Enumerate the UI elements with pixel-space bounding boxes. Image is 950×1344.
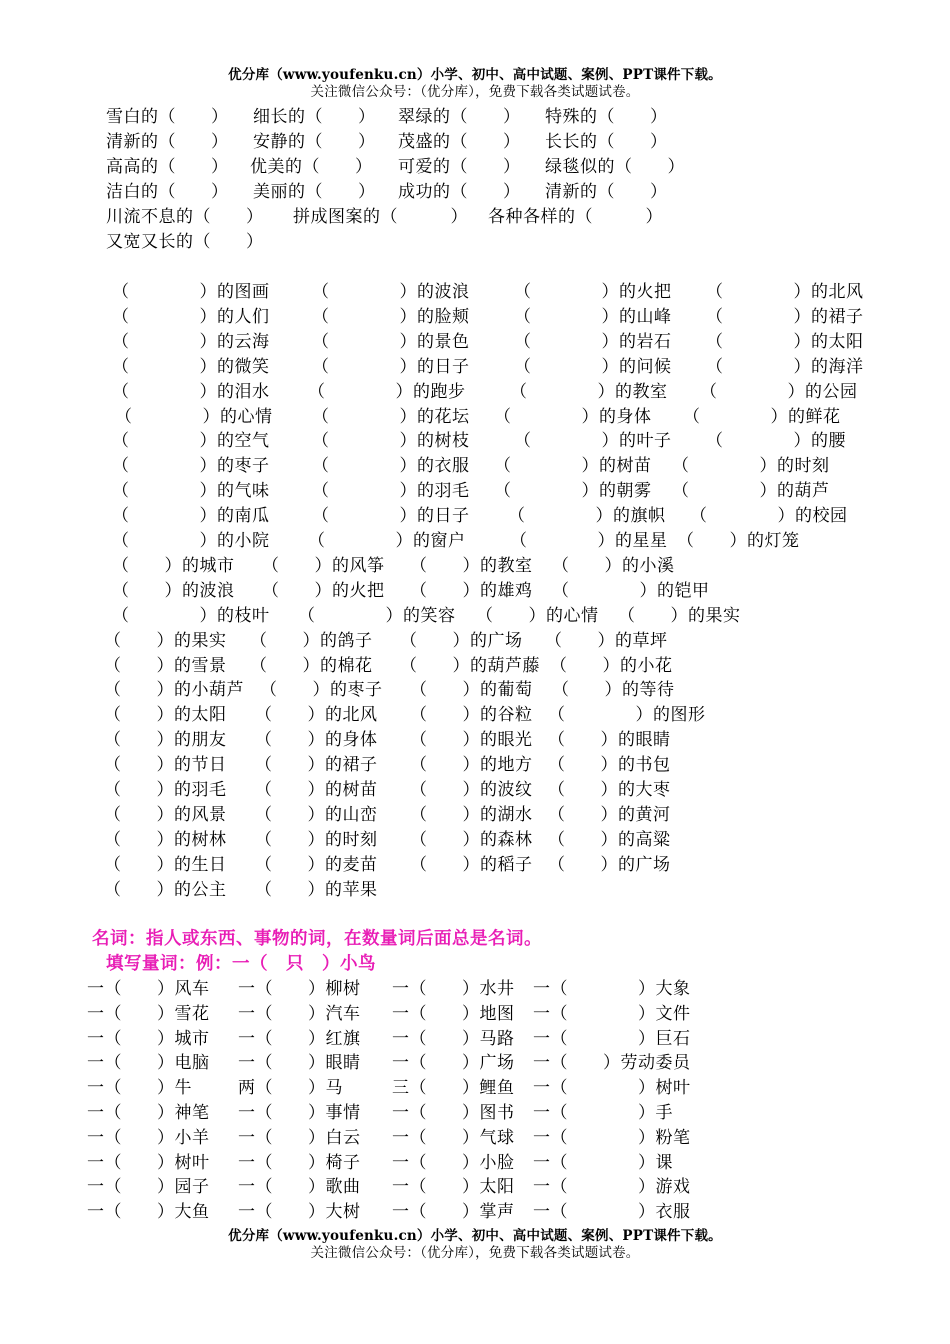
fill-blank-item: （ ）的时刻 <box>255 829 378 850</box>
fill-blank-item: 茂盛的（ ） <box>398 132 521 152</box>
fill-blank-item: 一（ ）水井 <box>392 979 515 999</box>
fill-blank-item: 一（ ）气球 <box>392 1127 515 1148</box>
fill-blank-item: 一（ ）白云 <box>238 1127 361 1148</box>
fill-blank-item: （ ）的云海 <box>112 331 270 352</box>
fill-blank-item: （ ）的稻子 <box>410 854 533 875</box>
fill-blank-item: （ ）的脸颊 <box>312 306 470 327</box>
fill-blank-item: 特殊的（ ） <box>545 107 668 127</box>
fill-blank-item: （ ）的树苗 <box>255 780 378 800</box>
fill-blank-item: （ ）的岩石 <box>514 331 672 352</box>
fill-blank-item: （ ）的铠甲 <box>552 580 710 601</box>
fill-blank-item: （ ）的日子 <box>312 356 470 377</box>
fill-blank-item: （ ）的眼光 <box>410 730 533 751</box>
fill-blank-item: （ ）的果实 <box>104 630 227 651</box>
fill-blank-item: （ ）的鲜花 <box>683 406 841 427</box>
fill-blank-item: （ ）的小花 <box>550 655 673 676</box>
header-line-2: 关注微信公众号：（优分库），免费下载各类试题试卷。 <box>310 84 640 100</box>
fill-blank-item: （ ）的枣子 <box>112 456 270 477</box>
fill-blank-item: 清新的（ ） <box>545 182 668 202</box>
fill-blank-item: （ ）的羽毛 <box>312 481 470 502</box>
fill-blank-item: （ ）的微笑 <box>112 356 270 377</box>
fill-blank-item: （ ）的心情 <box>115 406 273 427</box>
fill-blank-item: （ ）的裙子 <box>255 755 378 776</box>
fill-blank-item: （ ）的谷粒 <box>410 705 533 726</box>
fill-blank-item: （ ）的地方 <box>410 755 533 776</box>
fill-blank-item: （ ）的公主 <box>104 879 227 900</box>
fill-blank-item: 一（ ）广场 <box>392 1053 515 1074</box>
fill-blank-item: 一（ ）图书 <box>392 1103 515 1123</box>
fill-blank-item: （ ）的南瓜 <box>112 506 270 527</box>
fill-blank-item: （ ）的广场 <box>548 854 671 875</box>
fill-blank-item: （ ）的日子 <box>312 506 470 527</box>
fill-blank-item: （ ）的身体 <box>494 406 652 427</box>
fill-blank-item: （ ）的笑容 <box>298 605 456 626</box>
fill-blank-item: （ ）的广场 <box>400 630 523 651</box>
fill-blank-item: （ ）的树枝 <box>312 431 470 452</box>
fill-blank-item: （ ）的树林 <box>104 829 227 850</box>
fill-blank-item: （ ）的湖水 <box>410 804 533 825</box>
fill-blank-item: （ ）的雪景 <box>104 655 227 676</box>
fill-blank-item: 一（ ）衣服 <box>533 1202 691 1223</box>
fill-blank-item: 细长的（ ） <box>253 107 376 127</box>
fill-blank-item: （ ）的气味 <box>112 481 270 502</box>
fill-blank-item: （ ）的雄鸡 <box>410 580 533 601</box>
fill-blank-item: （ ）的北风 <box>706 282 864 302</box>
fill-blank-item: 一（ ）小脸 <box>392 1152 515 1173</box>
fill-blank-item: （ ）的时刻 <box>672 456 830 477</box>
fill-blank-item: （ ）的海洋 <box>706 356 864 377</box>
fill-blank-item: （ ）的太阳 <box>104 705 227 726</box>
fill-blank-item: 一（ ）红旗 <box>238 1028 361 1049</box>
fill-blank-item: （ ）的心情 <box>476 605 599 626</box>
fill-blank-item: （ ）的泪水 <box>112 381 270 402</box>
fill-blank-item: （ ）的空气 <box>112 431 270 452</box>
fill-blank-item: （ ）的风景 <box>104 804 227 825</box>
fill-blank-item: （ ）的鸽子 <box>250 630 373 651</box>
fill-blank-item: （ ）的山峰 <box>514 306 672 327</box>
fill-blank-item: （ ）的朝雾 <box>494 481 652 502</box>
fill-blank-item: 洁白的（ ） <box>106 182 229 202</box>
fill-blank-item: 一（ ）园子 <box>87 1177 210 1198</box>
fill-blank-item: （ ）的灯笼 <box>677 531 800 551</box>
fill-blank-item: （ ）的山峦 <box>255 804 378 825</box>
fill-blank-item: （ ）的苹果 <box>255 879 378 900</box>
fill-blank-item: 一（ ）柳树 <box>238 979 361 999</box>
fill-blank-item: （ ）的麦苗 <box>255 854 378 875</box>
fill-blank-item: 可爱的（ ） <box>398 157 521 177</box>
fill-blank-item: （ ）的火把 <box>514 282 672 302</box>
fill-blank-item: 翠绿的（ ） <box>398 107 521 127</box>
fill-blank-item: 安静的（ ） <box>253 132 376 152</box>
fill-blank-item: （ ）的星星 <box>510 531 668 551</box>
fill-blank-item: （ ）的树苗 <box>494 456 652 477</box>
fill-blank-item: （ ）的等待 <box>552 680 675 701</box>
fill-blank-item: （ ）的生日 <box>104 854 227 875</box>
fill-blank-item: 成功的（ ） <box>398 182 521 202</box>
fill-blank-item: （ ）的腰 <box>706 431 846 452</box>
fill-blank-item: （ ）的教室 <box>510 381 668 402</box>
fill-blank-item: 一（ ）粉笔 <box>533 1127 691 1148</box>
fill-blank-item: 一（ ）汽车 <box>238 1003 361 1024</box>
fill-blank-item: （ ）的叶子 <box>514 431 672 452</box>
fill-blank-item: 一（ ）小羊 <box>87 1127 210 1148</box>
fill-blank-item: （ ）的火把 <box>262 580 385 601</box>
fill-blank-item: 一（ ）事情 <box>238 1103 361 1123</box>
fill-blank-item: （ ）的节日 <box>104 755 227 776</box>
fill-blank-item: （ ）的书包 <box>548 755 671 776</box>
fill-blank-item: （ ）的葫芦藤 <box>400 655 540 676</box>
fill-blank-item: （ ）的公园 <box>700 381 858 402</box>
fill-blank-item: 川流不息的（ ） <box>106 207 264 227</box>
fill-blank-item: 两（ ）马 <box>238 1078 343 1099</box>
fill-blank-item: （ ）的太阳 <box>706 331 864 352</box>
fill-blank-item: 长长的（ ） <box>545 132 668 152</box>
fill-blank-item: （ ）的葫芦 <box>672 481 830 502</box>
fill-blank-item: 一（ ）地图 <box>392 1003 515 1024</box>
fill-blank-item: （ ）的旗帜 <box>508 506 666 527</box>
fill-blank-item: 雪白的（ ） <box>106 107 229 127</box>
fill-blank-item: （ ）的跑步 <box>308 381 466 402</box>
fill-blank-item: （ ）的北风 <box>255 705 378 726</box>
fill-blank-item: 拼成图案的（ ） <box>293 207 468 227</box>
fill-blank-item: 一（ ）神笔 <box>87 1103 210 1123</box>
fill-blank-item: 一（ ）手 <box>533 1103 673 1123</box>
fill-blank-item: （ ）的葡萄 <box>410 680 533 701</box>
fill-blank-item: 一（ ）掌声 <box>392 1202 515 1223</box>
fill-blank-item: 一（ ）电脑 <box>87 1053 210 1074</box>
fill-blank-item: 一（ ）游戏 <box>533 1177 691 1198</box>
fill-blank-item: （ ）的小葫芦 <box>104 680 244 701</box>
fill-blank-item: 一（ ）大象 <box>533 979 691 999</box>
fill-blank-item: 一（ ）树叶 <box>533 1078 691 1099</box>
fill-blank-item: 优美的（ ） <box>250 157 373 177</box>
fill-blank-item: 一（ ）雪花 <box>87 1003 210 1024</box>
fill-blank-item: （ ）的波浪 <box>112 580 235 601</box>
fill-blank-item: （ ）的波浪 <box>312 282 470 302</box>
fill-blank-item: （ ）的棉花 <box>250 655 373 676</box>
fill-blank-item: 又宽又长的（ ） <box>106 232 264 252</box>
fill-blank-item: （ ）的朋友 <box>104 730 227 751</box>
fill-blank-item: （ ）的身体 <box>255 730 378 751</box>
fill-blank-item: （ ）的衣服 <box>312 456 470 477</box>
page-header <box>0 67 950 101</box>
fill-blank-item: （ ）的问候 <box>514 356 672 377</box>
fill-blank-item: （ ）的花坛 <box>312 406 470 427</box>
fill-blank-item: （ ）的校园 <box>690 506 848 527</box>
fill-blank-item: 一（ ）课 <box>533 1152 673 1173</box>
page-footer <box>0 1228 950 1262</box>
fill-blank-item: 一（ ）太阳 <box>392 1177 515 1198</box>
header-line-1: 优分库（www.youfenku.cn）小学、初中、高中试题、案例、PPT课件下载。 <box>228 67 722 83</box>
fill-blank-item: 一（ ）劳动委员 <box>533 1053 691 1074</box>
fill-blank-item: （ ）的图画 <box>112 282 270 302</box>
fill-blank-item: （ ）的景色 <box>312 331 470 352</box>
fill-blank-item: （ ）的波纹 <box>410 780 533 800</box>
fill-blank-item: 绿毯似的（ ） <box>545 157 685 177</box>
fill-blank-item: 高高的（ ） <box>106 157 229 177</box>
fill-blank-item: 一（ ）巨石 <box>533 1028 691 1049</box>
fill-blank-item: 一（ ）大鱼 <box>87 1202 210 1223</box>
fill-blank-item: （ ）的枣子 <box>260 680 383 701</box>
fill-blank-item: 一（ ）马路 <box>392 1028 515 1049</box>
footer-line-2: 关注微信公众号：（优分库），免费下载各类试题试卷。 <box>310 1245 640 1261</box>
fill-blank-item: 一（ ）风车 <box>87 979 210 999</box>
fill-blank-item: （ ）的风筝 <box>262 555 385 576</box>
fill-blank-item: （ ）的森林 <box>410 829 533 850</box>
fill-blank-item: 清新的（ ） <box>106 132 229 152</box>
fill-blank-item: （ ）的图形 <box>548 705 706 726</box>
fill-blank-item: 一（ ）大树 <box>238 1202 361 1223</box>
fill-blank-item: （ ）的教室 <box>410 555 533 576</box>
fill-blank-item: 一（ ）牛 <box>87 1078 192 1099</box>
measure-word-example-text: 填写量词：例：一（ 只 ）小鸟 <box>106 954 376 974</box>
fill-blank-item: （ ）的黄河 <box>548 804 671 825</box>
fill-blank-item: （ ）的大枣 <box>548 780 671 800</box>
fill-blank-item: 一（ ）树叶 <box>87 1152 210 1173</box>
fill-blank-item: 一（ ）眼睛 <box>238 1053 361 1074</box>
fill-blank-item: 一（ ）文件 <box>533 1003 691 1024</box>
fill-blank-item: 三（ ）鲤鱼 <box>392 1078 515 1099</box>
noun-definition-text: 名词：指人或东西、事物的词，在数量词后面总是名词。 <box>92 929 542 949</box>
fill-blank-item: 美丽的（ ） <box>253 182 376 202</box>
footer-line-1: 优分库（www.youfenku.cn）小学、初中、高中试题、案例、PPT课件下载。 <box>228 1228 722 1244</box>
fill-blank-item: 一（ ）椅子 <box>238 1152 361 1173</box>
fill-blank-item: 一（ ）城市 <box>87 1028 210 1049</box>
fill-blank-item: 一（ ）歌曲 <box>238 1177 361 1198</box>
fill-blank-item: （ ）的小院 <box>112 531 270 551</box>
fill-blank-item: （ ）的城市 <box>112 555 235 576</box>
fill-blank-item: （ ）的小溪 <box>552 555 675 576</box>
fill-blank-item: （ ）的窗户 <box>308 531 466 551</box>
fill-blank-item: （ ）的人们 <box>112 306 270 327</box>
fill-blank-item: 各种各样的（ ） <box>488 207 663 227</box>
fill-blank-item: （ ）的羽毛 <box>104 780 227 800</box>
fill-blank-item: （ ）的草坪 <box>545 630 668 651</box>
fill-blank-item: （ ）的高粱 <box>548 829 671 850</box>
fill-blank-item: （ ）的裙子 <box>706 306 864 327</box>
fill-blank-item: （ ）的枝叶 <box>112 605 270 626</box>
fill-blank-item: （ ）的眼睛 <box>548 730 671 751</box>
fill-blank-item: （ ）的果实 <box>618 605 741 626</box>
